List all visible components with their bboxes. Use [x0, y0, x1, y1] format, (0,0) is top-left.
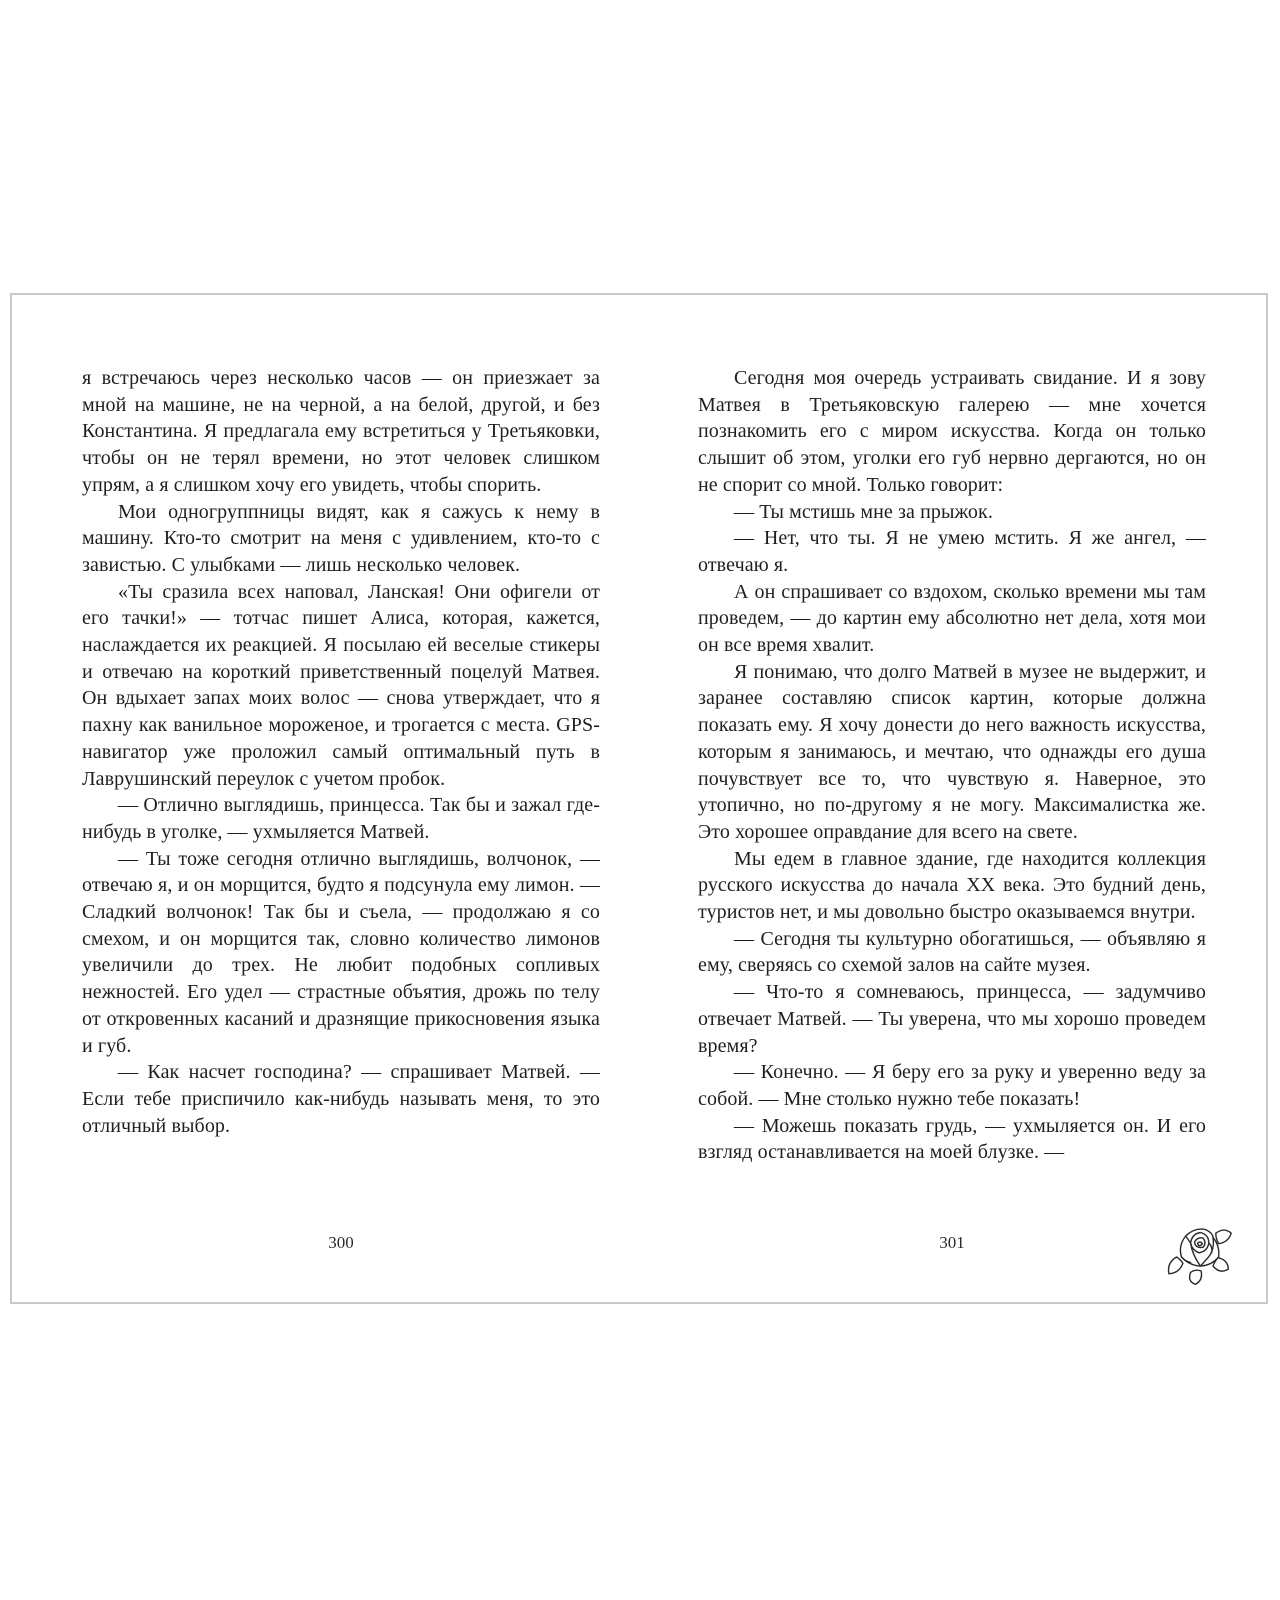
paragraph: — Как насчет господина? — спрашивает Матвей. — Если тебе приспичило как-нибудь называть меня, то это отличный выбор.: [82, 1061, 600, 1137]
paragraph: — Ты тоже сегодня отлично выглядишь, волчонок, — отвечаю я, и он морщится, будто я подсунула ему лимон. — Сладкий волчонок! Так бы и съела, — продолжаю я со смехом, и он морщится так, словно количество лимонов увеличили до трех. Не любит подобных сопливых нежностей. Его удел — страстные объятия, дрожь по телу от откровенных касаний и дразнящие прикосновения языка и губ.: [82, 847, 600, 1057]
paragraph: А он спрашивает со вздохом, сколько времени мы там проведем, — до картин ему абсолютно нет дела, хотя мои он все время хвалит.: [698, 580, 1206, 657]
paragraph: — Можешь показать грудь, — ухмыляется он. И его взгляд останавливается на моей блузке. —: [698, 1114, 1206, 1164]
paragraph: Сегодня моя очередь устраивать свидание. И я зову Матвея в Третьяковскую галерею — мне хочется познакомить его с миром искусства. Когда он только слышит об этом, уголки его губ нервно дергаются, но он не спорит со мной. Только говорит:: [698, 367, 1206, 496]
paragraph: Я понимаю, что долго Матвей в музее не выдержит, и заранее составляю список картин, которые должна показать ему. Я хочу донести до него важность искусства, которым я занимаюсь, и мечтаю, что однажды его душа почувствует все то, что чувствую я. Наверное, это утопично, но по-другому я не могу. Максималистка же. Это хорошее оправдание для всего на свете.: [698, 660, 1206, 843]
paragraph: — Ты мстишь мне за прыжок.: [734, 500, 993, 523]
paragraph: «Ты сразила всех наповал, Ланская! Они офигели от его тачки!» — тотчас пишет Алиса, которая, кажется, наслаждается их реакцией. Я посылаю ей веселые стикеры и отвечаю на короткий приветственный поцелуй Матвея. Он вдыхает запах моих волос — снова утверждает, что я пахну как ванильное мороженое, и трогается с места. GPS-навигатор уже проложил самый оптимальный путь в Лаврушинский переулок с учетом пробок.: [82, 580, 600, 790]
paragraph: — Что-то я сомневаюсь, принцесса, — задумчиво отвечает Матвей. — Ты уверена, что мы хорошо проведем время?: [698, 981, 1206, 1057]
book-spread: [10, 293, 1268, 1304]
right-page-text: [698, 365, 1206, 1166]
paragraph: — Отлично выглядишь, принцесса. Так бы и зажал где-нибудь в уголке, — ухмыляется Матвей.: [82, 794, 600, 843]
rose-icon: [1162, 1215, 1236, 1285]
paragraph: — Нет, что ты. Я не умею мстить. Я же ангел, — отвечаю я.: [698, 527, 1206, 576]
left-page-text: [82, 365, 600, 1139]
page-number-left: 300: [328, 1233, 354, 1252]
paragraph: Мы едем в главное здание, где находится коллекция русского искусства до начала XX века. Это будний день, туристов нет, и мы довольно быстро оказываемся внутри.: [698, 847, 1206, 924]
paragraph: — Конечно. — Я беру его за руку и уверенно веду за собой. — Мне столько нужно тебе показать!: [698, 1061, 1206, 1110]
paragraph: я встречаюсь через несколько часов — он приезжает за мной на машине, не на черной, а на белой, другой, и без Константина. Я предлагала ему встретиться у Третьяковки, чтобы он не терял времени, но этот человек слишком упрям, а я слишком хочу его увидеть, чтобы спорить.: [82, 367, 600, 496]
paragraph: — Сегодня ты культурно обогатишься, — объявляю я ему, сверяясь со схемой залов на сайте музея.: [698, 927, 1206, 977]
paragraph: Мои одногруппницы видят, как я сажусь к нему в машину. Кто-то смотрит на меня с удивлением, кто-то с завистью. С улыбками — лишь несколько человек.: [82, 500, 600, 576]
page-number-right: 301: [939, 1233, 965, 1252]
